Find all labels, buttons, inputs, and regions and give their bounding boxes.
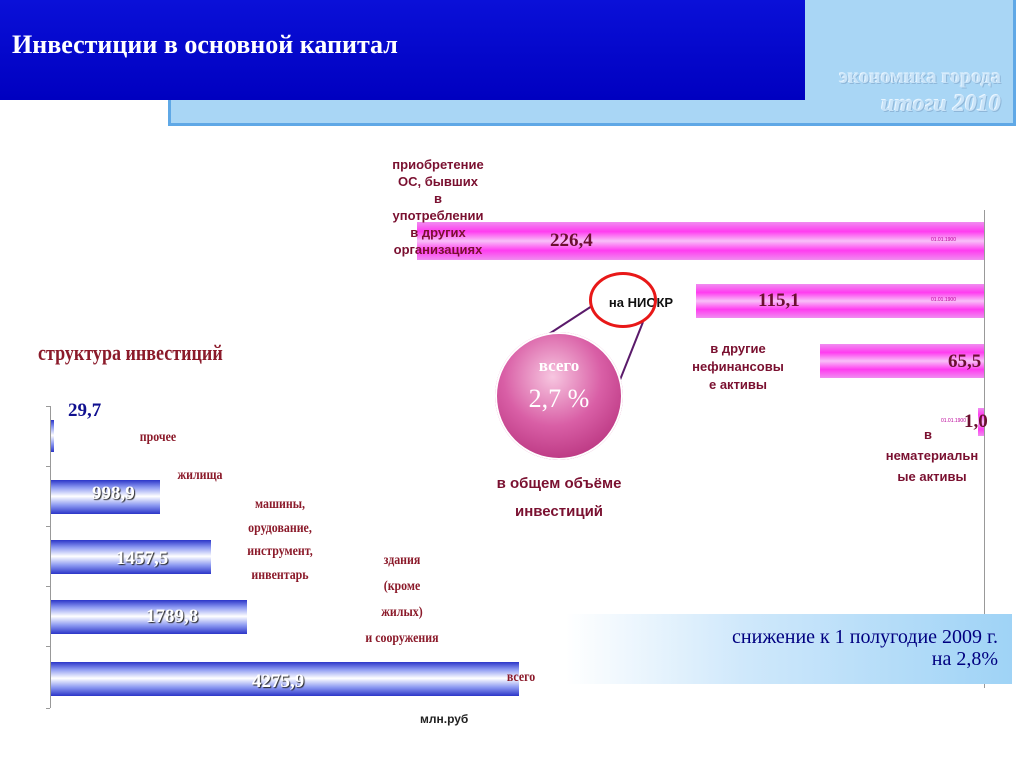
brand-line1: экономика города <box>839 66 1001 88</box>
axis-tick <box>46 586 50 587</box>
value-housing: 998,9 <box>92 483 135 504</box>
axis-tick <box>46 406 50 407</box>
axis-tick <box>46 526 50 527</box>
axis-tick <box>46 646 50 647</box>
label-other: прочее <box>139 430 177 445</box>
page-title: Инвестиции в основной капитал <box>12 30 398 59</box>
summary-caption: в общем объёме инвестиций <box>496 475 622 520</box>
title-bar <box>0 0 805 100</box>
label-nonfin: в другие нефинансовы е активы <box>692 341 784 392</box>
summary-label: всего <box>538 356 580 375</box>
note-line1: снижение к 1 полугодие 2009 г. <box>732 626 998 648</box>
summary-percent: 2,7 % <box>528 384 590 413</box>
value-rnd: 115,1 <box>758 290 800 311</box>
value-nonfin: 65,5 <box>948 351 982 372</box>
value-other: 29,7 <box>68 400 102 421</box>
bar-rnd: 01.01.1900 <box>696 284 984 318</box>
label-total: всего <box>506 670 536 685</box>
label-used: приобретение ОС, бывших в употреблении в других организациях <box>392 157 484 257</box>
summary-circle <box>495 332 623 460</box>
panel-title: структура инвестиций <box>38 340 223 365</box>
value-total: 4275,9 <box>252 671 305 692</box>
label-intang: в нематериальн ые активы <box>885 427 979 484</box>
brand-line2: итоги 2010 <box>881 91 1001 117</box>
note-box <box>566 614 1012 684</box>
value-intang: 1,0 <box>964 411 988 432</box>
axis-tick <box>46 708 50 709</box>
value-machines: 1457,5 <box>116 548 169 569</box>
label-machines: машины, орудование, инструмент, инвентарь <box>247 497 313 583</box>
bar-other <box>51 420 54 452</box>
brand <box>839 64 1001 118</box>
label-housing: жилища <box>177 468 223 483</box>
highlight-ring <box>589 272 657 328</box>
label-buildings: здания (кроме жилых) и сооружения <box>365 553 439 646</box>
label-rnd: на НИОКР <box>608 295 674 310</box>
bar-intang: 01.01.1900 <box>978 408 984 436</box>
value-used: 226,4 <box>550 230 593 251</box>
bar-used: 01.01.1900 <box>417 222 984 260</box>
note-line2: на 2,8% <box>931 648 998 670</box>
unit-label: млн.руб <box>420 712 469 726</box>
value-buildings: 1789,8 <box>146 606 199 627</box>
axis-tick <box>46 466 50 467</box>
